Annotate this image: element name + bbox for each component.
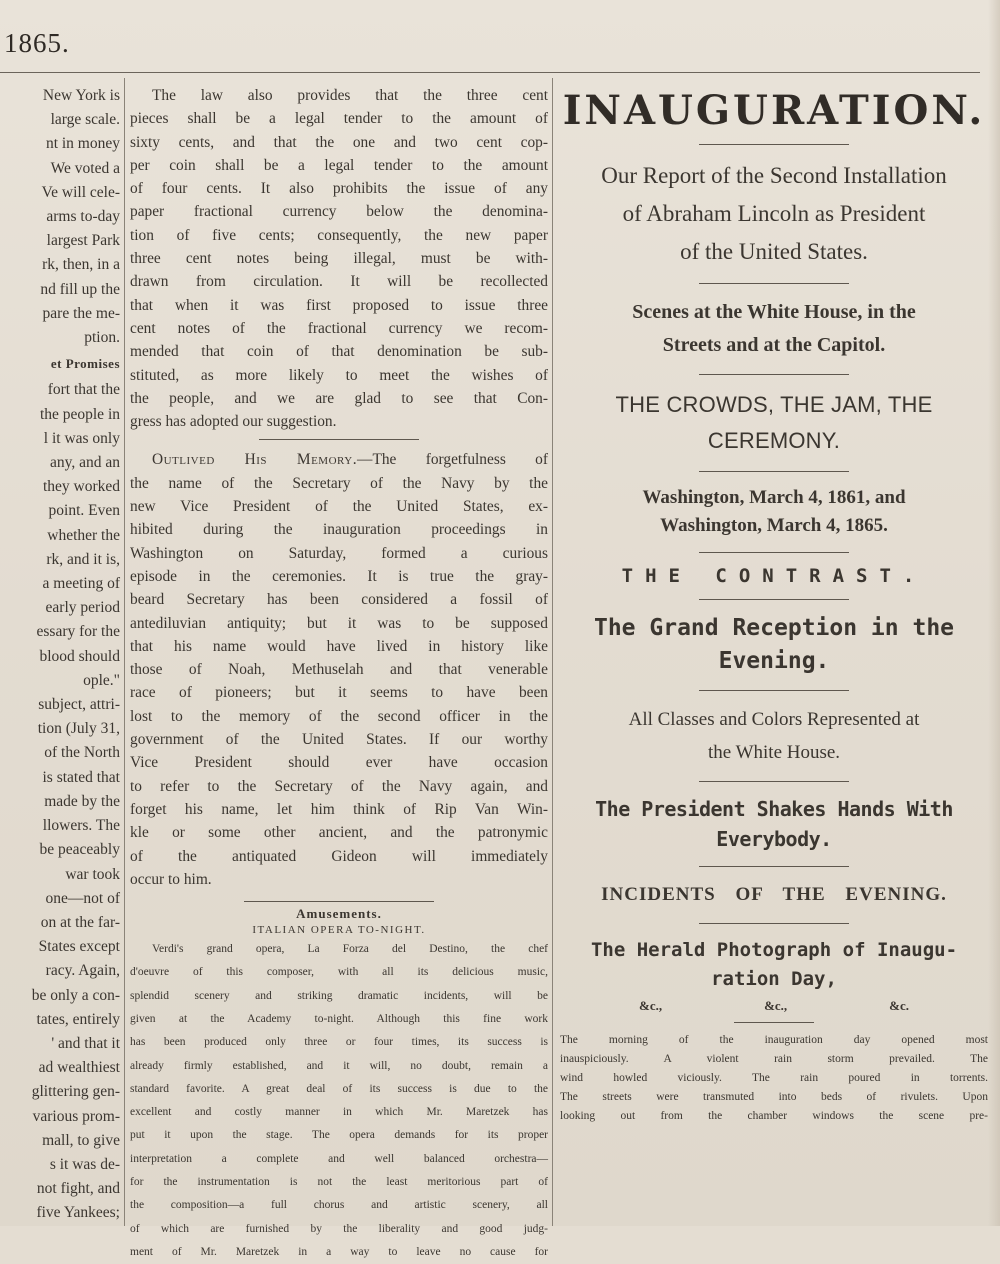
left-column-line: made by the xyxy=(44,792,120,810)
deck-line: Our Report of the Second Installation xyxy=(601,163,947,188)
left-column-line: nt in money xyxy=(45,135,120,153)
left-column-line: ption. xyxy=(84,329,120,347)
left-column-line: ' and that it xyxy=(51,1034,120,1052)
left-column-line: l it was only xyxy=(43,429,120,447)
paragraph-line: given at the Academy to-night. Although this fine work xyxy=(130,1012,548,1025)
etc-mark: &c., xyxy=(764,998,788,1013)
left-column-line: on at the far- xyxy=(40,913,120,931)
paragraph-line: drawn from circulation. It will be recollected xyxy=(130,273,548,291)
left-column-line: arms to-day xyxy=(46,208,120,226)
left-column-line: rk, then, in a xyxy=(42,256,120,274)
deck-line: Everybody. xyxy=(716,827,832,851)
paragraph-line: that his name would have lived in history like xyxy=(130,637,548,655)
left-column-line: ad wealthiest xyxy=(38,1059,120,1077)
left-column-line: llowers. The xyxy=(42,817,120,835)
deck-rule xyxy=(699,471,849,472)
left-column-line: rk, and it is, xyxy=(46,550,120,568)
deck-rule xyxy=(699,690,849,691)
etc-mark: &c. xyxy=(889,998,909,1013)
paragraph-line: the name of the Secretary of the Navy by the xyxy=(130,474,548,492)
paragraph-line: already firmly established, and it will, no doubt, remain a xyxy=(130,1059,548,1072)
paragraph-line: that when it was first proposed to issue three xyxy=(130,296,548,314)
paragraph-line: has been produced only three or four times, its success is xyxy=(130,1036,548,1049)
paragraph-line: interpretation a complete and well balanced orchestra— xyxy=(130,1152,548,1165)
paragraph-line: sixty cents, and that the one and two cent cop- xyxy=(130,133,548,151)
left-column-line: fort that the xyxy=(47,381,120,399)
paragraph-line: gress has adopted our suggestion. xyxy=(130,413,337,431)
left-column-line: a meeting of xyxy=(42,575,120,593)
deck-line: The Herald Photograph of Inaugu- xyxy=(590,939,958,961)
paragraph-line: The streets were transmuted into beds of rivulets. Upon xyxy=(560,1091,988,1103)
paragraph-opera xyxy=(130,938,548,1264)
paragraph-line: those of Noah, Methuselah and that venerable xyxy=(130,661,548,679)
paragraph-line: hibited during the inauguration proceedings in xyxy=(130,521,548,539)
left-column-line: the people in xyxy=(39,405,120,423)
paragraph-lead-text: —The forgetfulness of xyxy=(357,451,548,469)
left-column-line: glittering gen- xyxy=(31,1083,120,1101)
paragraph-line: kle or some other ancient, and the patronymic xyxy=(130,824,548,842)
left-column-line: they worked xyxy=(42,478,120,496)
section-divider xyxy=(244,901,434,902)
deck-contrast: THE CONTRAST. xyxy=(621,565,927,587)
paragraph-line: splendid scenery and striking dramatic incidents, will be xyxy=(130,989,548,1002)
paragraph-line: looking out from the chamber windows the scene pre- xyxy=(560,1110,988,1122)
deck-line: of Abraham Lincoln as President xyxy=(622,201,926,226)
paragraph-line: Washington on Saturday, formed a curious xyxy=(130,544,548,562)
left-column-line: essary for the xyxy=(36,623,120,641)
paragraph-line: antediluvian antiquity; but it was to be supposed xyxy=(130,614,548,632)
deck-scenes xyxy=(558,296,990,362)
paragraph-line: three cent notes being illegal, must be with- xyxy=(130,250,548,268)
left-column-line: We voted a xyxy=(50,159,120,177)
right-column xyxy=(558,84,990,1226)
page-edge-shade xyxy=(988,0,1000,1226)
left-column-line: large scale. xyxy=(50,111,120,129)
deck-line: The President Shakes Hands With xyxy=(595,797,953,821)
paragraph-line: pieces shall be a legal tender to the amount of xyxy=(130,110,548,128)
paragraph-line: paper fractional currency below the denomina- xyxy=(130,203,548,221)
left-column-line: early period xyxy=(45,599,120,617)
paragraph-line: of four cents. It also prohibits the issue of any xyxy=(130,180,548,198)
page-date: 1865. xyxy=(4,28,70,58)
paragraph-line: standard favorite. A great deal of its success is due to the xyxy=(130,1082,548,1095)
deck-washington xyxy=(558,484,990,540)
amusements-heading: Amusements. xyxy=(296,906,382,922)
left-column-line: subject, attri- xyxy=(38,696,120,714)
left-column-line: New York is xyxy=(42,87,120,104)
paragraph-line: inauspiciously. A violent rain storm prevailed. The xyxy=(560,1053,988,1065)
left-column-line: war took xyxy=(65,865,120,883)
left-column-line: tates, entirely xyxy=(36,1010,120,1028)
deck-line: Streets and at the Capitol. xyxy=(662,334,886,356)
deck-line: Scenes at the White House, in the xyxy=(632,301,916,323)
paragraph-line: of the antiquated Gideon will immediately xyxy=(130,847,548,865)
headline: INAUGURATION. xyxy=(562,87,986,134)
deck-crowds: THE CROWDS, THE JAM, THE CEREMONY. xyxy=(615,392,933,453)
left-column xyxy=(0,84,120,1226)
paragraph-line: per coin shall be a legal tender to the amount xyxy=(130,156,548,174)
top-rule xyxy=(0,72,980,73)
column-rule-right xyxy=(552,78,553,1226)
paragraph-line: episode in the ceremonies. It is true the gray- xyxy=(130,567,548,585)
paragraph-outlived-memory xyxy=(130,448,548,891)
left-column-line: various prom- xyxy=(32,1107,120,1125)
etc-row xyxy=(588,998,960,1014)
left-column-lines-a xyxy=(0,84,120,350)
deck-rule xyxy=(699,866,849,867)
amusements-subheading: ITALIAN OPERA TO-NIGHT. xyxy=(252,924,426,937)
paragraph-line: to refer to the Secretary of the Navy again, and xyxy=(130,777,548,795)
deck-rule xyxy=(699,599,849,600)
deck-line: The Grand Reception in the xyxy=(593,615,955,641)
paragraph-line: put it upon the stage. The opera demands for its proper xyxy=(130,1129,548,1142)
paragraph-line: mended that coin of that denomination be sub- xyxy=(130,343,548,361)
deck-line: of the United States. xyxy=(680,239,868,264)
paragraph-line: lost to the memory of the second officer in the xyxy=(130,707,548,725)
deck-line: Washington, March 4, 1865. xyxy=(660,515,888,536)
paragraph-line: Vice President should ever have occasion xyxy=(130,754,548,772)
section-divider xyxy=(259,439,419,440)
etc-mark: &c., xyxy=(638,998,663,1013)
deck-reception xyxy=(558,612,990,678)
left-column-line: be only a con- xyxy=(31,986,120,1004)
middle-column xyxy=(130,84,548,1258)
paragraph-line: stituted, as more likely to meet the wishes of xyxy=(130,366,548,384)
left-column-line: whether the xyxy=(47,526,120,544)
paragraph-morning xyxy=(558,1031,990,1126)
deck-rule xyxy=(699,144,849,145)
paragraph-line: the people, and we are glad to see that Con- xyxy=(130,389,548,407)
deck-photograph xyxy=(558,936,990,994)
left-column-line: Ve will cele- xyxy=(41,183,120,201)
paragraph-line: Verdi's grand opera, La Forza del Destino, the chef xyxy=(152,943,548,956)
left-column-line: s it was de- xyxy=(49,1155,120,1173)
paragraph-line: government of the United States. If our worthy xyxy=(130,731,548,749)
left-column-line: tion (July 31, xyxy=(37,720,120,738)
deck-rule xyxy=(699,552,849,553)
paragraph-line: wind howled viciously. The rain poured in torrents. xyxy=(560,1072,988,1084)
paragraph-line: the composition—a full chorus and artistic scenery, all xyxy=(130,1199,548,1212)
paragraph-line: forget his name, let him think of Rip Van Win- xyxy=(130,800,548,818)
left-column-line: States except xyxy=(38,938,120,956)
left-column-line: racy. Again, xyxy=(45,962,120,980)
paragraph-line: occur to him. xyxy=(130,870,212,888)
paragraph-line: tion of five cents; consequently, the new paper xyxy=(130,226,548,244)
left-column-line: blood should xyxy=(39,647,120,665)
left-column-line: be peaceably xyxy=(39,841,120,859)
deck-line: Washington, March 4, 1861, and xyxy=(642,487,906,508)
paragraph-line: d'oeuvre of this composer, with all its delicious music, xyxy=(130,966,548,979)
paragraph-line: The morning of the inauguration day opened most xyxy=(560,1034,988,1046)
paragraph-line: for the instrumentation is not the least meritorious part of xyxy=(130,1176,548,1189)
left-column-line: any, and an xyxy=(49,454,120,472)
paragraph-line: excellent and costly manner in which Mr. Maretzek has xyxy=(130,1106,548,1119)
paragraph-line: of which are furnished by the liberality and good judg- xyxy=(130,1222,548,1235)
left-column-line: of the North xyxy=(44,744,120,762)
left-column-line: five Yankees; xyxy=(36,1204,120,1222)
left-column-line: nd fill up the xyxy=(40,280,120,298)
deck-rule xyxy=(699,283,849,284)
deck-rule xyxy=(699,374,849,375)
deck-line: the White House. xyxy=(707,742,841,763)
deck-rule xyxy=(734,1022,814,1023)
left-column-subhead: et Promises xyxy=(50,356,120,372)
left-column-line: is stated that xyxy=(42,768,120,786)
deck-president xyxy=(558,794,990,854)
left-column-lines-b xyxy=(0,378,120,1225)
left-column-line: point. Even xyxy=(48,502,120,520)
paragraph-line: race of pioneers; but it seems to have been xyxy=(130,684,548,702)
left-column-line: ople." xyxy=(83,671,120,689)
deck-line: ration Day, xyxy=(711,968,837,990)
deck-line: Evening. xyxy=(718,648,830,674)
deck-report xyxy=(558,157,990,271)
paragraph-first-line xyxy=(130,448,548,471)
paragraph-line: new Vice President of the United States, ex- xyxy=(130,498,548,516)
paragraph-line: The law also provides that the three cent xyxy=(152,87,548,104)
paragraph-currency xyxy=(130,84,548,433)
deck-rule xyxy=(699,781,849,782)
paragraph-lead: Outlived His Memory. xyxy=(152,451,358,469)
paragraph-body xyxy=(130,472,548,891)
deck-classes xyxy=(558,703,990,769)
left-column-line: largest Park xyxy=(46,232,120,250)
paragraph-line: beard Secretary has been considered a fossil of xyxy=(130,591,548,609)
left-column-line: not fight, and xyxy=(36,1180,120,1198)
paragraph-line: cent notes of the fractional currency we recom- xyxy=(130,319,548,337)
column-rule-left xyxy=(124,78,125,1226)
left-column-line: mall, to give xyxy=(42,1131,120,1149)
left-column-line: one—not of xyxy=(45,889,120,907)
deck-rule xyxy=(699,923,849,924)
deck-incidents: INCIDENTS OF THE EVENING. xyxy=(601,884,947,905)
paragraph-line: ment of Mr. Maretzek in a way to leave no cause for xyxy=(130,1245,548,1258)
left-column-line: pare the me- xyxy=(42,304,120,322)
deck-line: All Classes and Colors Represented at xyxy=(628,709,920,730)
